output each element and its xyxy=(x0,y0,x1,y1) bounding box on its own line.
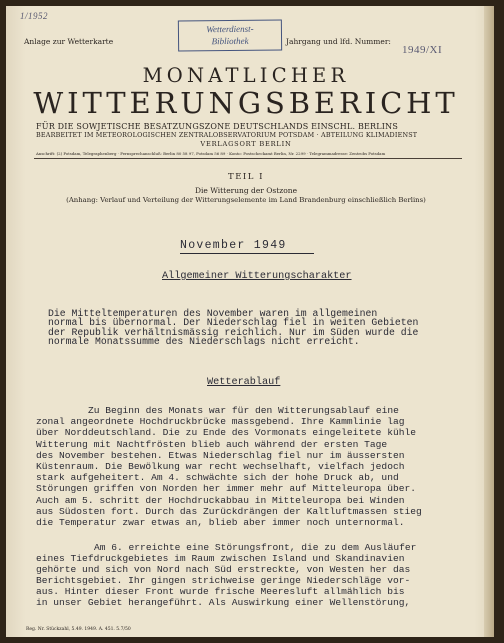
text-line: des November bestehen. Etwas Niederschlag fiel nur im äussersten xyxy=(36,449,405,461)
subtitle-zone: FÜR DIE SOWJETISCHE BESATZUNGSZONE DEUTSCHLANDS EINSCHL. BERLINS xyxy=(36,122,399,131)
heading-general-character: Allgemeiner Witterungscharakter xyxy=(162,271,352,282)
text-line: der Republik verhältnismässig reichlich. Nur im Süden wurde die xyxy=(48,326,419,338)
library-stamp xyxy=(178,19,282,51)
paragraph-general-character xyxy=(48,309,468,347)
paragraph-weather-course xyxy=(36,405,476,528)
section-subtitle: Die Witterung der Ostzone xyxy=(194,186,298,195)
print-footer: Reg. Nr. Stückzahl, 5.49. 1949. A. 451. 5.7/50 xyxy=(26,627,131,632)
text-line: Witterung mit Nachtfrösten blieb auch während der ersten Tage xyxy=(36,438,388,450)
text-line: Am 6. erreichte eine Störungsfront, die zu dem Ausläufer xyxy=(94,542,417,553)
handwritten-corner-note: 1/1952 xyxy=(20,11,49,21)
text-line: die Temperatur zwar etwas an, blieb aber immer noch unternormal. xyxy=(36,517,405,529)
text-line: eines Tiefdruckgebietes im Raum zwischen Island und Skandinavien xyxy=(36,553,405,564)
title-line-2: WITTERUNGSBERICHT xyxy=(33,86,459,120)
report-month-underline xyxy=(180,253,314,254)
text-line: normale Monatssumme des Niederschlags nicht erreicht. xyxy=(48,336,360,348)
stamp-line-1: Wetterdienst- xyxy=(206,23,254,35)
header-divider xyxy=(34,158,462,159)
issue-number: 1949/XI xyxy=(402,44,443,56)
text-line: aus. Hinter dieser Front wurde frische Meeresluft allmählich bis xyxy=(36,586,405,597)
subtitle-editor: BEARBEITET IM METEOROLOGISCHEN ZENTRALOBSERVATORIUM POTSDAM · ABTEILUNG KLIMADIENST xyxy=(36,131,418,139)
text-line: Berichtsgebiet. Ihr gingen strichweise geringe Niederschläge vor- xyxy=(36,575,411,586)
text-line: normal bis übernormal. Der Niederschlag fiel in weiten Gebieten xyxy=(48,317,419,329)
section-appendix: (Anhang: Verlauf und Verteilung der Witterungselemente im Land Brandenburg einschließlich Berlins) xyxy=(66,196,426,204)
text-line: gehörte und sich von Nord nach Süd erstreckte, von Westen her das xyxy=(36,564,411,575)
section-label: TEIL I xyxy=(228,172,264,182)
header-left-label: Anlage zur Wetterkarte xyxy=(24,37,114,46)
text-line: Küstenraum. Die Bewölkung war recht wechselhaft, vielfach jedoch xyxy=(36,461,405,473)
text-line: aus Südosten fort. Durch das Zurückdrängen der Kaltluftmassen stieg xyxy=(36,505,422,517)
text-line: Auch am 5. schritt der Hochdruckabbau in Mitteleuropa bei Winden xyxy=(36,494,405,506)
text-line: in unser Gebiet herangeführt. Als Auswirkung einer Wellenstörung, xyxy=(36,597,411,608)
text-line: stark aufgeheitert. Am 4. schwächte sich der hohe Druck ab, und xyxy=(36,472,399,484)
header-right-label: Jahrgang und lfd. Nummer: xyxy=(286,37,391,46)
text-line: Die Mitteltemperaturen des November waren im allgemeinen xyxy=(48,308,378,319)
heading-weather-course: Wetterablauf xyxy=(207,377,281,388)
title-line-1: MONATLICHER xyxy=(142,64,350,87)
publisher-line: VERLAGSORT BERLIN xyxy=(200,140,292,148)
text-line: über Norddeutschland. Die zu Ende des Vormonats eingeleitete kühle xyxy=(36,427,416,439)
report-month: November 1949 xyxy=(180,239,287,252)
stamp-line-2: Bibliothek xyxy=(211,35,249,47)
contact-line: Anschrift: (2) Potsdam, Telegraphenberg · Fernsprechanschluß: Berlin 80 58 97, Potsdam 56 89 · Konto: Postscheckamt Berlin, Nr. 2299 · Telegrammadresse: Zentrobs Potsdam xyxy=(36,151,386,156)
text-line: Zu Beginn des Monats war für den Witterungsablauf eine xyxy=(88,405,399,416)
text-line: Störungen griffen von Norden her immer mehr auf Mitteleuropa über. xyxy=(36,483,416,495)
paragraph-weather-continued xyxy=(36,542,476,608)
document-page xyxy=(6,6,494,637)
text-line: zonal angeordnete Hochdruckbrücke massgebend. Ihre Kammlinie lag xyxy=(36,416,405,428)
